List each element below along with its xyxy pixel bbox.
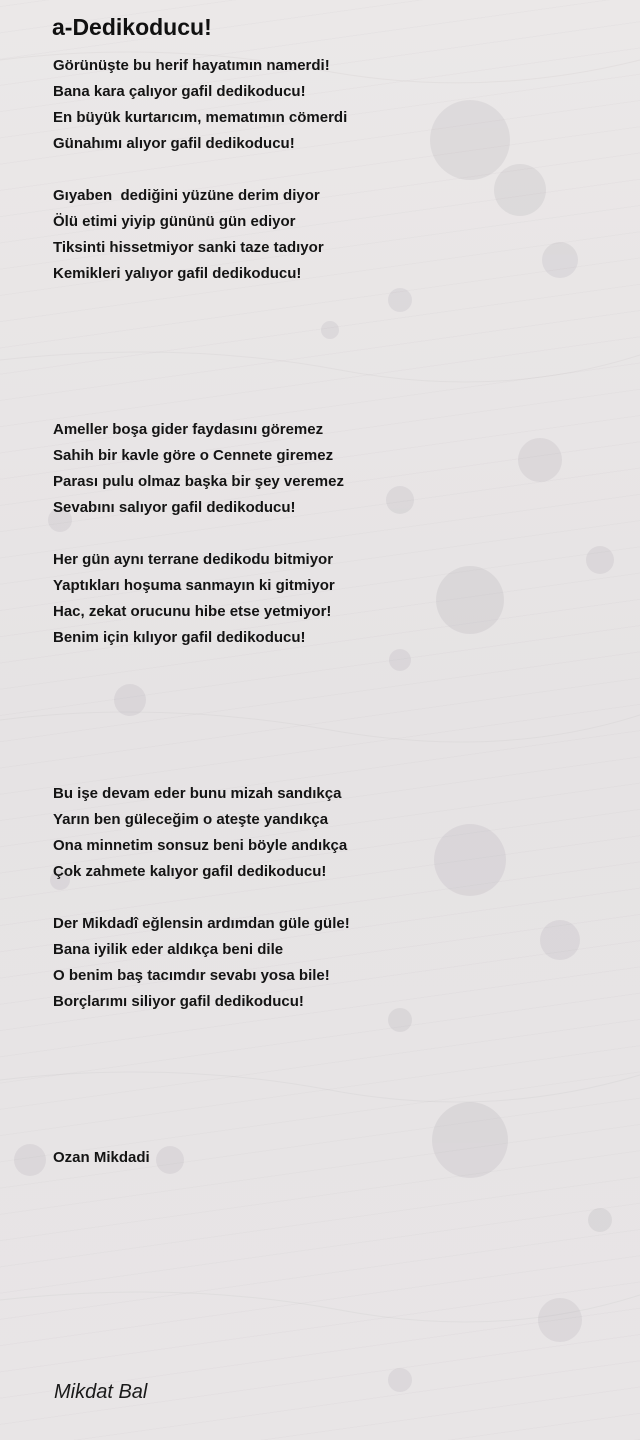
poem-line: Çok zahmete kalıyor gafil dedikoducu! — [53, 863, 327, 880]
signature: Mikdat Bal — [54, 1381, 148, 1403]
poem-line: Tiksinti hissetmiyor sanki taze tadıyor — [53, 239, 324, 256]
stanza-1 — [53, 53, 613, 157]
poem-line: En büyük kurtarıcım, mematımın cömerdi — [53, 109, 348, 126]
poem-line: Sahih bir kavle göre o Cennete giremez — [53, 447, 334, 464]
poem-line: Der Mikdadî eğlensin ardımdan güle güle! — [53, 915, 350, 932]
poem-body — [53, 53, 613, 1171]
poem-line: Günahımı alıyor gafil dedikoducu! — [53, 135, 295, 152]
poem-line: Bu işe devam eder bunu mizah sandıkça — [53, 785, 342, 802]
poem-line: Gıyaben dediğini yüzüne derim diyor — [53, 187, 320, 204]
poem-line: Borçlarımı siliyor gafil dedikoducu! — [53, 993, 304, 1010]
poem-line: Ölü etimi yiyip gününü gün ediyor — [53, 213, 296, 230]
poem-line: O benim baş tacımdır sevabı yosa bile! — [53, 967, 330, 984]
poem-line: Bana iyilik eder aldıkça beni dile — [53, 941, 284, 958]
poem-line: Kemikleri yalıyor gafil dedikoducu! — [53, 265, 302, 282]
poem-line: Hac, zekat orucunu hibe etse yetmiyor! — [53, 603, 332, 620]
poem-title: a-Dedikoducu! — [52, 14, 212, 40]
stanza-5 — [53, 781, 613, 885]
poem-line: Yarın ben güleceğim o ateşte yandıkça — [53, 811, 329, 828]
stanza-6 — [53, 911, 613, 1015]
stanza-3 — [53, 417, 613, 521]
poem-line: Ona minnetim sonsuz beni böyle andıkça — [53, 837, 348, 854]
stanza-2 — [53, 183, 613, 287]
poem-author: Ozan Mikdadi — [53, 1149, 150, 1166]
poem-line: Yaptıkları hoşuma sanmayın ki gitmiyor — [53, 577, 335, 594]
poem-line: Bana kara çalıyor gafil dedikoducu! — [53, 83, 306, 100]
poem-line: Parası pulu olmaz başka bir şey veremez — [53, 473, 344, 490]
poem-line: Ameller boşa gider faydasını göremez — [53, 421, 324, 438]
poem-line: Benim için kılıyor gafil dedikoducu! — [53, 629, 306, 646]
stanza-4 — [53, 547, 613, 651]
poem-line: Her gün aynı terrane dedikodu bitmiyor — [53, 551, 334, 568]
poem-line: Sevabını salıyor gafil dedikoducu! — [53, 499, 296, 516]
poem-line: Görünüşte bu herif hayatımın namerdi! — [53, 57, 330, 74]
